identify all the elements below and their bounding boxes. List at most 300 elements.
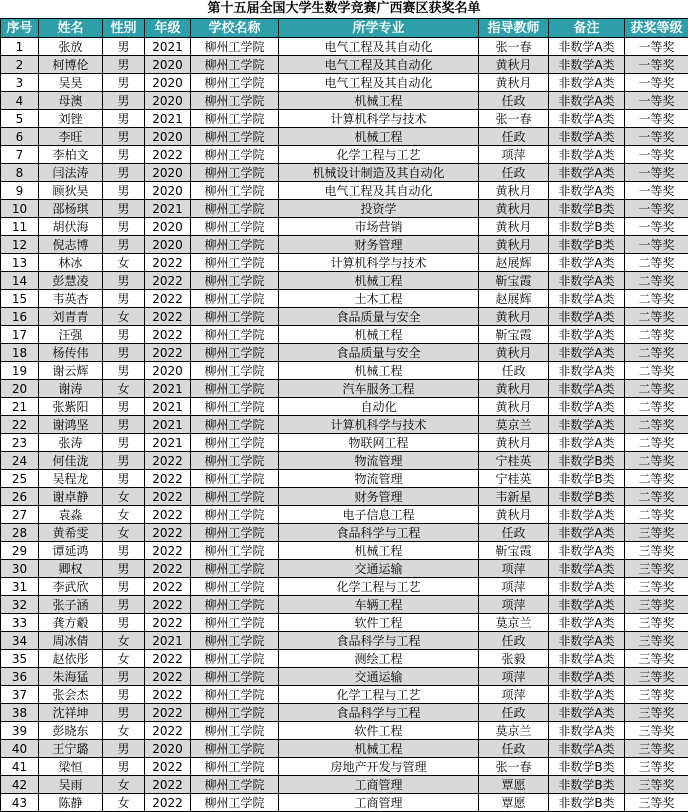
cell-gender: 男 <box>103 596 145 614</box>
cell-grade: 2020 <box>145 92 191 110</box>
header-gender: 性别 <box>103 19 145 38</box>
cell-grade: 2020 <box>145 128 191 146</box>
cell-gender: 女 <box>103 632 145 650</box>
cell-major: 投资学 <box>279 200 479 218</box>
cell-gender: 男 <box>103 704 145 722</box>
table-row <box>1 740 688 758</box>
cell-school: 柳州工学院 <box>191 686 279 704</box>
cell-advisor: 张一春 <box>479 38 549 56</box>
cell-award: 二等奖 <box>625 272 688 290</box>
cell-major: 机械工程 <box>279 128 479 146</box>
cell-note: 非数学A类 <box>549 326 625 344</box>
cell-school: 柳州工学院 <box>191 560 279 578</box>
cell-school: 柳州工学院 <box>191 722 279 740</box>
cell-advisor: 项萍 <box>479 578 549 596</box>
cell-award: 三等奖 <box>625 650 688 668</box>
table-row <box>1 632 688 650</box>
cell-name: 李旺 <box>39 128 103 146</box>
cell-gender: 男 <box>103 38 145 56</box>
cell-gender: 女 <box>103 488 145 506</box>
cell-index: 2 <box>1 56 39 74</box>
cell-award: 一等奖 <box>625 110 688 128</box>
cell-advisor: 黄秋月 <box>479 506 549 524</box>
cell-award: 二等奖 <box>625 254 688 272</box>
cell-award: 三等奖 <box>625 776 688 794</box>
cell-gender: 男 <box>103 74 145 92</box>
table-row <box>1 722 688 740</box>
cell-award: 一等奖 <box>625 164 688 182</box>
cell-note: 非数学A类 <box>549 560 625 578</box>
cell-grade: 2022 <box>145 614 191 632</box>
cell-advisor: 黄秋月 <box>479 398 549 416</box>
cell-school: 柳州工学院 <box>191 524 279 542</box>
cell-name: 刘锉 <box>39 110 103 128</box>
cell-note: 非数学A类 <box>549 92 625 110</box>
table-row <box>1 362 688 380</box>
cell-award: 二等奖 <box>625 452 688 470</box>
cell-index: 36 <box>1 668 39 686</box>
cell-grade: 2022 <box>145 650 191 668</box>
table-row <box>1 308 688 326</box>
cell-school: 柳州工学院 <box>191 434 279 452</box>
table-row <box>1 398 688 416</box>
cell-gender: 男 <box>103 164 145 182</box>
cell-grade: 2021 <box>145 38 191 56</box>
cell-index: 12 <box>1 236 39 254</box>
cell-grade: 2022 <box>145 326 191 344</box>
cell-school: 柳州工学院 <box>191 308 279 326</box>
cell-grade: 2022 <box>145 776 191 794</box>
cell-gender: 男 <box>103 740 145 758</box>
cell-note: 非数学A类 <box>549 632 625 650</box>
cell-name: 张涛 <box>39 434 103 452</box>
cell-advisor: 项萍 <box>479 146 549 164</box>
cell-advisor: 黄秋月 <box>479 434 549 452</box>
cell-major: 计算机科学与技术 <box>279 254 479 272</box>
table-row <box>1 74 688 92</box>
cell-award: 三等奖 <box>625 542 688 560</box>
cell-note: 非数学B类 <box>549 236 625 254</box>
cell-index: 16 <box>1 308 39 326</box>
cell-advisor: 莫京兰 <box>479 614 549 632</box>
cell-major: 电气工程及其自动化 <box>279 74 479 92</box>
cell-award: 二等奖 <box>625 380 688 398</box>
cell-advisor: 黄秋月 <box>479 200 549 218</box>
cell-name: 汪强 <box>39 326 103 344</box>
cell-index: 30 <box>1 560 39 578</box>
cell-award: 二等奖 <box>625 470 688 488</box>
cell-name: 卿权 <box>39 560 103 578</box>
cell-index: 40 <box>1 740 39 758</box>
cell-note: 非数学B类 <box>549 470 625 488</box>
cell-school: 柳州工学院 <box>191 758 279 776</box>
cell-note: 非数学A类 <box>549 578 625 596</box>
cell-school: 柳州工学院 <box>191 416 279 434</box>
cell-school: 柳州工学院 <box>191 326 279 344</box>
cell-name: 张子涵 <box>39 596 103 614</box>
cell-school: 柳州工学院 <box>191 290 279 308</box>
cell-major: 机械设计制造及其自动化 <box>279 164 479 182</box>
cell-name: 赵依彤 <box>39 650 103 668</box>
cell-index: 43 <box>1 794 39 812</box>
cell-school: 柳州工学院 <box>191 794 279 812</box>
cell-gender: 男 <box>103 416 145 434</box>
cell-major: 食品质量与安全 <box>279 308 479 326</box>
cell-major: 自动化 <box>279 398 479 416</box>
cell-gender: 女 <box>103 380 145 398</box>
cell-major: 机械工程 <box>279 272 479 290</box>
cell-advisor: 任政 <box>479 524 549 542</box>
cell-school: 柳州工学院 <box>191 452 279 470</box>
cell-index: 22 <box>1 416 39 434</box>
cell-award: 一等奖 <box>625 236 688 254</box>
cell-gender: 女 <box>103 794 145 812</box>
cell-note: 非数学A类 <box>549 596 625 614</box>
cell-grade: 2022 <box>145 668 191 686</box>
cell-index: 34 <box>1 632 39 650</box>
cell-award: 一等奖 <box>625 200 688 218</box>
cell-grade: 2022 <box>145 524 191 542</box>
cell-index: 18 <box>1 344 39 362</box>
cell-grade: 2020 <box>145 182 191 200</box>
cell-index: 19 <box>1 362 39 380</box>
cell-award: 三等奖 <box>625 704 688 722</box>
table-row <box>1 776 688 794</box>
cell-school: 柳州工学院 <box>191 614 279 632</box>
cell-note: 非数学A类 <box>549 506 625 524</box>
cell-school: 柳州工学院 <box>191 74 279 92</box>
cell-advisor: 靳宝霞 <box>479 326 549 344</box>
table-row <box>1 290 688 308</box>
cell-award: 三等奖 <box>625 614 688 632</box>
cell-advisor: 韦新星 <box>479 488 549 506</box>
cell-name: 彭慧凌 <box>39 272 103 290</box>
table-row <box>1 200 688 218</box>
cell-name: 黄希雯 <box>39 524 103 542</box>
cell-award: 三等奖 <box>625 794 688 812</box>
cell-index: 5 <box>1 110 39 128</box>
cell-note: 非数学A类 <box>549 398 625 416</box>
cell-gender: 男 <box>103 470 145 488</box>
cell-name: 袁淼 <box>39 506 103 524</box>
cell-major: 物流管理 <box>279 452 479 470</box>
cell-grade: 2020 <box>145 164 191 182</box>
cell-index: 10 <box>1 200 39 218</box>
table-body <box>1 38 688 812</box>
cell-award: 一等奖 <box>625 146 688 164</box>
cell-school: 柳州工学院 <box>191 182 279 200</box>
cell-name: 谢云辉 <box>39 362 103 380</box>
cell-grade: 2022 <box>145 470 191 488</box>
cell-grade: 2022 <box>145 452 191 470</box>
table-row <box>1 650 688 668</box>
cell-grade: 2022 <box>145 290 191 308</box>
cell-school: 柳州工学院 <box>191 164 279 182</box>
cell-award: 二等奖 <box>625 416 688 434</box>
cell-index: 6 <box>1 128 39 146</box>
cell-gender: 男 <box>103 182 145 200</box>
cell-note: 非数学A类 <box>549 110 625 128</box>
cell-school: 柳州工学院 <box>191 92 279 110</box>
cell-major: 计算机科学与技术 <box>279 110 479 128</box>
cell-note: 非数学B类 <box>549 776 625 794</box>
cell-major: 机械工程 <box>279 362 479 380</box>
cell-index: 17 <box>1 326 39 344</box>
cell-note: 非数学A类 <box>549 722 625 740</box>
cell-name: 沈祥坤 <box>39 704 103 722</box>
cell-grade: 2022 <box>145 722 191 740</box>
cell-major: 食品科学与工程 <box>279 632 479 650</box>
table-row <box>1 416 688 434</box>
table-row <box>1 146 688 164</box>
cell-note: 非数学A类 <box>549 74 625 92</box>
cell-grade: 2022 <box>145 272 191 290</box>
cell-school: 柳州工学院 <box>191 776 279 794</box>
cell-major: 电气工程及其自动化 <box>279 56 479 74</box>
cell-major: 电气工程及其自动化 <box>279 38 479 56</box>
cell-major: 软件工程 <box>279 614 479 632</box>
cell-award: 二等奖 <box>625 488 688 506</box>
cell-index: 15 <box>1 290 39 308</box>
cell-grade: 2020 <box>145 236 191 254</box>
cell-grade: 2020 <box>145 218 191 236</box>
cell-index: 38 <box>1 704 39 722</box>
cell-gender: 女 <box>103 506 145 524</box>
cell-major: 财务管理 <box>279 236 479 254</box>
cell-advisor: 任政 <box>479 740 549 758</box>
cell-index: 41 <box>1 758 39 776</box>
cell-grade: 2021 <box>145 200 191 218</box>
cell-name: 张会杰 <box>39 686 103 704</box>
cell-gender: 男 <box>103 110 145 128</box>
cell-school: 柳州工学院 <box>191 38 279 56</box>
cell-grade: 2022 <box>145 560 191 578</box>
cell-gender: 男 <box>103 614 145 632</box>
cell-advisor: 任政 <box>479 362 549 380</box>
cell-advisor: 黄秋月 <box>479 56 549 74</box>
cell-index: 23 <box>1 434 39 452</box>
cell-major: 化学工程与工艺 <box>279 146 479 164</box>
table-row <box>1 452 688 470</box>
cell-note: 非数学B类 <box>549 452 625 470</box>
cell-grade: 2021 <box>145 110 191 128</box>
cell-award: 一等奖 <box>625 182 688 200</box>
table-row <box>1 506 688 524</box>
cell-school: 柳州工学院 <box>191 128 279 146</box>
cell-major: 电子信息工程 <box>279 506 479 524</box>
cell-gender: 男 <box>103 452 145 470</box>
cell-school: 柳州工学院 <box>191 254 279 272</box>
cell-grade: 2022 <box>145 794 191 812</box>
cell-name: 林冰 <box>39 254 103 272</box>
cell-gender: 女 <box>103 650 145 668</box>
cell-major: 物联网工程 <box>279 434 479 452</box>
cell-index: 3 <box>1 74 39 92</box>
table-row <box>1 272 688 290</box>
cell-index: 13 <box>1 254 39 272</box>
cell-grade: 2022 <box>145 254 191 272</box>
cell-advisor: 赵展辉 <box>479 290 549 308</box>
cell-school: 柳州工学院 <box>191 506 279 524</box>
cell-gender: 男 <box>103 560 145 578</box>
cell-gender: 男 <box>103 578 145 596</box>
header-index: 序号 <box>1 19 39 38</box>
cell-note: 非数学A类 <box>549 740 625 758</box>
cell-award: 一等奖 <box>625 218 688 236</box>
cell-name: 朱海猛 <box>39 668 103 686</box>
cell-advisor: 任政 <box>479 164 549 182</box>
cell-major: 软件工程 <box>279 722 479 740</box>
table-row <box>1 614 688 632</box>
cell-note: 非数学B类 <box>549 794 625 812</box>
cell-award: 三等奖 <box>625 596 688 614</box>
cell-award: 二等奖 <box>625 398 688 416</box>
cell-advisor: 任政 <box>479 704 549 722</box>
cell-major: 测绘工程 <box>279 650 479 668</box>
cell-school: 柳州工学院 <box>191 650 279 668</box>
cell-major: 车辆工程 <box>279 596 479 614</box>
cell-major: 交通运输 <box>279 668 479 686</box>
cell-note: 非数学A类 <box>549 524 625 542</box>
cell-gender: 女 <box>103 524 145 542</box>
cell-name: 梁恒 <box>39 758 103 776</box>
cell-advisor: 张一春 <box>479 758 549 776</box>
header-grade: 年级 <box>145 19 191 38</box>
cell-award: 二等奖 <box>625 290 688 308</box>
cell-award: 三等奖 <box>625 632 688 650</box>
cell-advisor: 黄秋月 <box>479 236 549 254</box>
cell-gender: 男 <box>103 326 145 344</box>
cell-school: 柳州工学院 <box>191 236 279 254</box>
cell-major: 电气工程及其自动化 <box>279 182 479 200</box>
cell-note: 非数学A类 <box>549 362 625 380</box>
cell-note: 非数学A类 <box>549 542 625 560</box>
cell-advisor: 宁桂英 <box>479 470 549 488</box>
cell-note: 非数学A类 <box>549 128 625 146</box>
cell-advisor: 黄秋月 <box>479 344 549 362</box>
cell-note: 非数学B类 <box>549 758 625 776</box>
cell-major: 汽车服务工程 <box>279 380 479 398</box>
cell-advisor: 任政 <box>479 92 549 110</box>
table-row <box>1 542 688 560</box>
table-row <box>1 758 688 776</box>
cell-index: 21 <box>1 398 39 416</box>
cell-note: 非数学B类 <box>549 488 625 506</box>
cell-gender: 女 <box>103 254 145 272</box>
cell-index: 32 <box>1 596 39 614</box>
table-row <box>1 254 688 272</box>
header-row <box>1 19 688 38</box>
cell-index: 31 <box>1 578 39 596</box>
cell-index: 9 <box>1 182 39 200</box>
table-row <box>1 128 688 146</box>
cell-major: 计算机科学与技术 <box>279 416 479 434</box>
cell-gender: 女 <box>103 308 145 326</box>
cell-index: 24 <box>1 452 39 470</box>
cell-school: 柳州工学院 <box>191 470 279 488</box>
cell-major: 机械工程 <box>279 740 479 758</box>
cell-award: 一等奖 <box>625 128 688 146</box>
cell-name: 母澳 <box>39 92 103 110</box>
cell-grade: 2022 <box>145 488 191 506</box>
table-row <box>1 110 688 128</box>
cell-grade: 2021 <box>145 416 191 434</box>
cell-gender: 男 <box>103 92 145 110</box>
cell-note: 非数学A类 <box>549 182 625 200</box>
table-row <box>1 704 688 722</box>
cell-name: 陈静 <box>39 794 103 812</box>
cell-note: 非数学A类 <box>549 650 625 668</box>
cell-gender: 女 <box>103 722 145 740</box>
cell-name: 杨传伟 <box>39 344 103 362</box>
cell-grade: 2020 <box>145 362 191 380</box>
header-advisor: 指导教师 <box>479 19 549 38</box>
table-row <box>1 344 688 362</box>
cell-grade: 2022 <box>145 344 191 362</box>
cell-award: 一等奖 <box>625 38 688 56</box>
cell-name: 谭延鸿 <box>39 542 103 560</box>
cell-note: 非数学A类 <box>549 668 625 686</box>
cell-name: 李武欣 <box>39 578 103 596</box>
cell-major: 工商管理 <box>279 794 479 812</box>
cell-index: 8 <box>1 164 39 182</box>
cell-gender: 男 <box>103 272 145 290</box>
cell-index: 20 <box>1 380 39 398</box>
table-row <box>1 218 688 236</box>
cell-award: 三等奖 <box>625 722 688 740</box>
cell-advisor: 赵展辉 <box>479 254 549 272</box>
cell-grade: 2022 <box>145 578 191 596</box>
cell-award: 一等奖 <box>625 74 688 92</box>
cell-advisor: 黄秋月 <box>479 380 549 398</box>
cell-school: 柳州工学院 <box>191 200 279 218</box>
cell-major: 化学工程与工艺 <box>279 578 479 596</box>
cell-grade: 2022 <box>145 704 191 722</box>
cell-major: 机械工程 <box>279 92 479 110</box>
cell-note: 非数学A类 <box>549 290 625 308</box>
cell-name: 邵杨琪 <box>39 200 103 218</box>
cell-grade: 2022 <box>145 506 191 524</box>
cell-gender: 男 <box>103 542 145 560</box>
table-row <box>1 164 688 182</box>
cell-name: 张放 <box>39 38 103 56</box>
cell-award: 二等奖 <box>625 434 688 452</box>
cell-major: 化学工程与工艺 <box>279 686 479 704</box>
cell-index: 28 <box>1 524 39 542</box>
cell-advisor: 项萍 <box>479 596 549 614</box>
cell-school: 柳州工学院 <box>191 740 279 758</box>
cell-award: 二等奖 <box>625 506 688 524</box>
cell-name: 吴雨 <box>39 776 103 794</box>
header-note: 备注 <box>549 19 625 38</box>
cell-school: 柳州工学院 <box>191 398 279 416</box>
cell-gender: 男 <box>103 398 145 416</box>
cell-gender: 女 <box>103 776 145 794</box>
cell-index: 11 <box>1 218 39 236</box>
cell-award: 二等奖 <box>625 362 688 380</box>
table-row <box>1 182 688 200</box>
cell-advisor: 项萍 <box>479 668 549 686</box>
cell-gender: 男 <box>103 200 145 218</box>
cell-name: 谢卓静 <box>39 488 103 506</box>
cell-index: 29 <box>1 542 39 560</box>
cell-gender: 男 <box>103 758 145 776</box>
cell-major: 物流管理 <box>279 470 479 488</box>
cell-school: 柳州工学院 <box>191 668 279 686</box>
cell-name: 周冰倩 <box>39 632 103 650</box>
cell-name: 李柏文 <box>39 146 103 164</box>
cell-grade: 2022 <box>145 146 191 164</box>
